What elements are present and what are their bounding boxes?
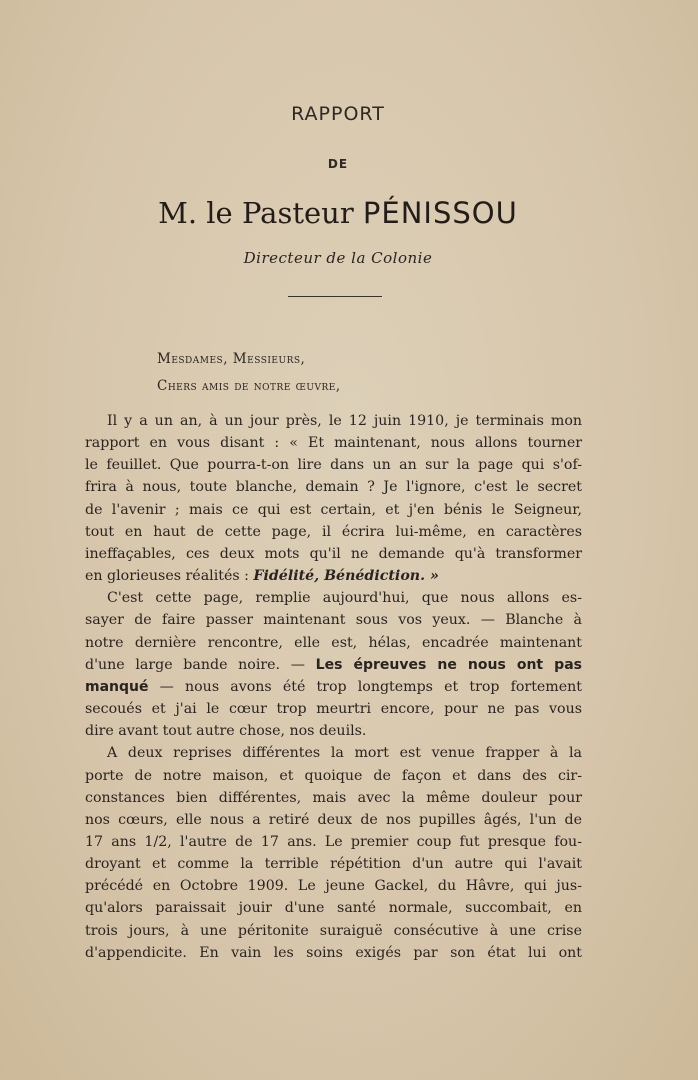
text-line: secoués et j'ai le cœur trop meurtri encore, pour ne pas vous	[85, 701, 582, 718]
title-prefix: M. le Pasteur	[158, 196, 363, 230]
text-line: trois jours, à une péritonite suraiguë consécutive à une crise	[85, 922, 582, 939]
text-line	[85, 565, 582, 587]
salutation-line-1: Mesdames, Messieurs,	[157, 351, 306, 367]
text-fragment: — nous avons été trop longtemps et trop fortement	[148, 678, 582, 695]
separator-rule	[288, 296, 382, 297]
text-line: Il y a un an, à un jour près, le 12 juin 1910, je terminais mon	[107, 413, 582, 429]
body-text	[85, 410, 582, 964]
salutation-line-2: Chers amis de notre œuvre,	[157, 378, 341, 394]
text-line: droyant et comme la terrible répétition d'un autre qui l'avait	[85, 856, 582, 873]
text-line: ineffaçables, ces deux mots qu'il ne demande qu'à transformer	[85, 545, 582, 562]
text-line: d'appendicite. En vain les soins exigés par son état lui ont	[85, 944, 582, 961]
text-line: nos cœurs, elle nous a retiré deux de nos pupilles âgés, l'un de	[85, 811, 582, 828]
text-line: porte de notre maison, et quoique de façon et dans des cir-	[85, 767, 582, 784]
text-line: le feuillet. Que pourra-t-on lire dans un an sur la page qui s'of-	[85, 457, 582, 474]
title-name: PÉNISSOU	[362, 196, 518, 230]
text-line: qu'alors paraissait jouir d'une santé normale, succombait, en	[85, 900, 582, 917]
emphasis-text: Les épreuves ne nous ont pas	[315, 656, 582, 673]
text-line: précédé en Octobre 1909. Le jeune Gackel, du Hâvre, qui jus-	[85, 878, 582, 895]
text-line: A deux reprises différentes la mort est venue frapper à la	[107, 745, 582, 762]
text-line: constances bien différentes, mais avec la même douleur pour	[85, 789, 582, 806]
text-line: C'est cette page, remplie aujourd'hui, que nous allons es-	[107, 590, 582, 607]
text-line: dire avant tout autre chose, nos deuils.	[85, 723, 367, 740]
text-line: tout en haut de cette page, il écrira lui-même, en caractères	[85, 523, 582, 540]
text-line: 17 ans 1/2, l'autre de 17 ans. Le premier coup fut presque fou-	[85, 833, 582, 850]
text-line: notre dernière rencontre, elle est, hélas, encadrée maintenant	[85, 634, 582, 651]
motto-text: Fidélité, Bénédiction. »	[253, 568, 439, 585]
text-fragment: en glorieuses réalités :	[85, 568, 254, 585]
text-line: rapport en vous disant : « Et maintenant, nous allons tourner	[85, 435, 582, 452]
text-line: de l'avenir ; mais ce qui est certain, et j'en bénis le Seigneur,	[85, 501, 582, 518]
emphasis-text: manqué	[85, 678, 149, 695]
report-preposition: DE	[327, 157, 349, 171]
report-title	[0, 196, 676, 230]
text-line	[85, 654, 582, 676]
text-fragment: d'une large bande noire. —	[85, 656, 316, 673]
text-line	[85, 676, 582, 698]
report-subtitle: Directeur de la Colonie	[243, 249, 433, 267]
text-line: sayer de faire passer maintenant sous vos yeux. — Blanche à	[85, 612, 582, 629]
report-heading: RAPPORT	[291, 103, 385, 125]
text-line: frira à nous, toute blanche, demain ? Je l'ignore, c'est le secret	[85, 479, 582, 496]
